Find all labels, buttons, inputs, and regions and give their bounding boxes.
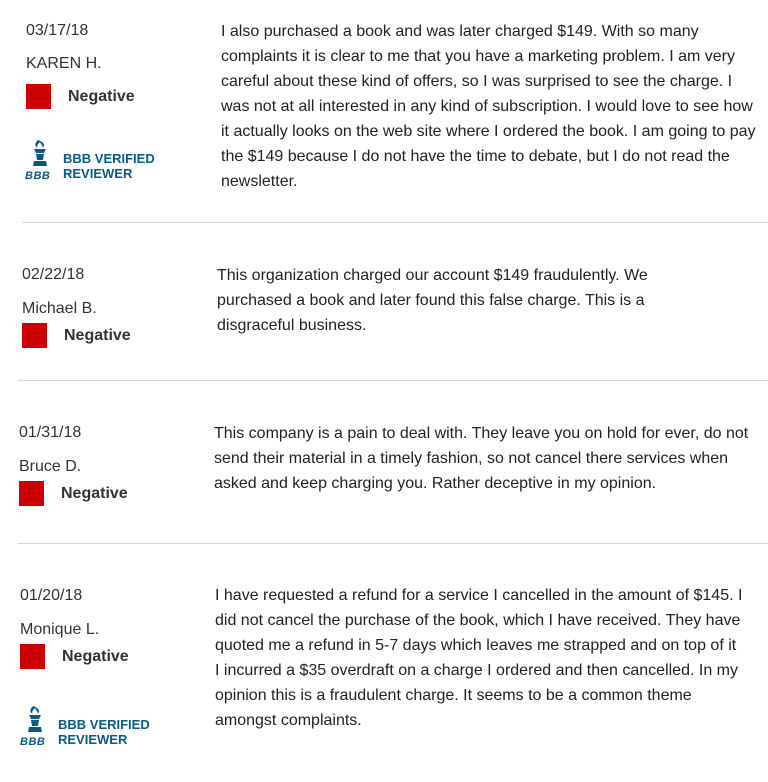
review-item [0, 381, 768, 543]
review-item [0, 223, 768, 380]
review-text: This company is a pain to deal with. They leave you on hold for ever, do not send their material in a timely fashion, so not cancel there services when asked and keep charging you. Rather deceptive in my opinion. [214, 425, 749, 492]
reviewer-name: Michael B. [22, 300, 97, 317]
bbb-torch-icon [20, 704, 50, 736]
negative-rating-square [19, 481, 44, 506]
rating-label: Negative [61, 485, 128, 502]
badge-line-2: REVIEWER [63, 166, 133, 181]
badge-line-1: BBB VERIFIED [58, 717, 150, 732]
rating-label: Negative [64, 327, 131, 344]
negative-rating-square [26, 84, 51, 109]
bbb-verified-badge [25, 138, 175, 184]
badge-line-2: REVIEWER [58, 732, 128, 747]
bbb-verified-badge [20, 704, 170, 750]
bbb-torch-icon [25, 138, 55, 170]
review-item [0, 0, 768, 222]
negative-rating-square [20, 644, 45, 669]
review-text: I also purchased a book and was later charged $149. With so many complaints it is clear to me that you have a marketing problem. I am very careful about these kind of offers, so I was surprised to see the charge. I was not at all interested in any kind of subscription. I would love to see how it actually looks on the web site where I ordered the book. I am going to pay the $149 because I do not have the time to debate, but I do not read the newsletter. [221, 23, 756, 190]
reviewer-name: Bruce D. [19, 458, 82, 475]
review-text: This organization charged our account $149 fraudulently. We purchased a book and later found this false charge. This is a disgraceful business. [217, 267, 648, 334]
badge-line-1: BBB VERIFIED [63, 151, 155, 166]
bbb-logo-text: BBB [25, 170, 51, 182]
rating-label: Negative [68, 88, 135, 105]
review-date: 02/22/18 [22, 266, 85, 283]
rating-label: Negative [62, 648, 129, 665]
reviewer-name: KAREN H. [26, 55, 102, 72]
review-text: I have requested a refund for a service I cancelled in the amount of $145. I did not cancel the purchase of the book, which I have received. They have quoted me a refund in 5-7 days which leaves me strapped and on top of it I incurred a $35 overdraft on a charge I ordered and then cancelled. In my opinion this is a fraudulent charge. It seems to be a common theme amongst complaints. [215, 587, 743, 729]
review-date: 03/17/18 [26, 22, 89, 39]
bbb-logo-text: BBB [20, 736, 46, 748]
review-date: 01/31/18 [19, 424, 82, 441]
negative-rating-square [22, 323, 47, 348]
reviewer-name: Monique L. [20, 621, 100, 638]
review-item [0, 544, 768, 782]
review-date: 01/20/18 [20, 587, 83, 604]
